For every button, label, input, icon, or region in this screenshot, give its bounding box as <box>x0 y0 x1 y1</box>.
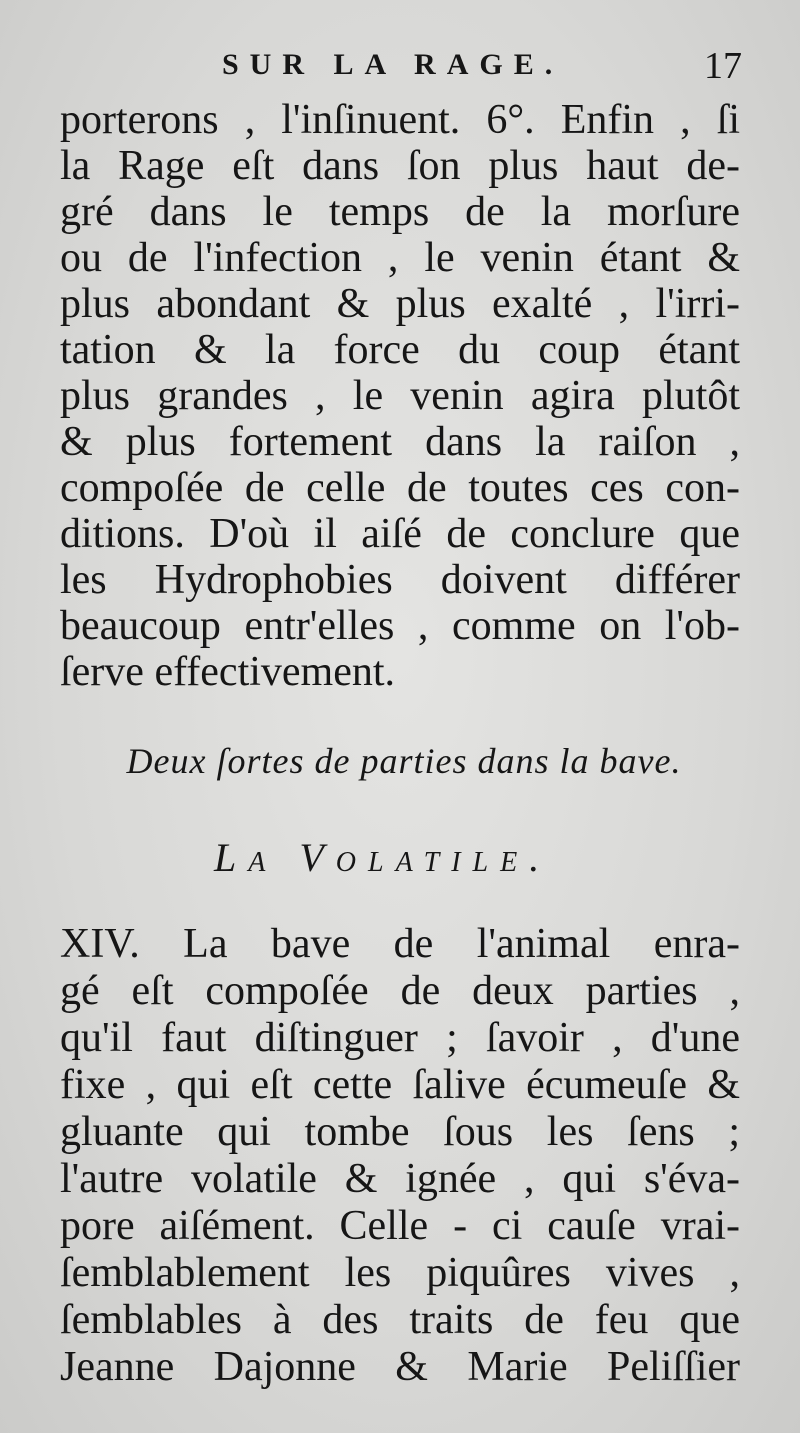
text-line: pore aiſément. Celle - ci cauſe vrai- <box>60 1203 740 1249</box>
section-heading: La Volatile. <box>214 835 552 880</box>
text-line: ſemblablement les piquûres vives , <box>60 1250 740 1296</box>
text-line: tation & la force du coup étant <box>60 327 740 373</box>
running-head <box>0 45 800 90</box>
text-line: qu'il faut diſtinguer ; ſavoir , d'une <box>60 1015 740 1061</box>
text-line: ſemblables à des traits de feu que <box>60 1297 740 1343</box>
text-line: plus abondant & plus exalté , l'irri- <box>60 281 740 327</box>
text-line: gré dans le temps de la morſure <box>60 189 740 235</box>
text-line: les Hydrophobies doivent différer <box>60 557 740 603</box>
text-line: gluante qui tombe ſous les ſens ; <box>60 1109 740 1155</box>
text-line: ſerve effectivement. <box>60 649 396 695</box>
text-line: beaucoup entr'elles , comme on l'ob- <box>60 603 740 649</box>
text-line: Jeanne Dajonne & Marie Peliſſier <box>60 1344 740 1390</box>
page-number: 17 <box>704 45 742 87</box>
text-line: ditions. D'où il aiſé de conclure que <box>60 511 740 557</box>
text-line: porterons , l'inſinuent. 6°. Enfin , ſi <box>60 97 740 143</box>
text-line: gé eſt compoſée de deux parties , <box>60 968 740 1014</box>
running-title: SUR LA RAGE. <box>222 48 564 81</box>
text-line: fixe , qui eſt cette ſalive écumeuſe & <box>60 1062 740 1108</box>
text-line: ou de l'infection , le venin étant & <box>60 235 740 281</box>
text-line: plus grandes , le venin agira plutôt <box>60 373 740 419</box>
text-line: compoſée de celle de toutes ces con- <box>60 465 740 511</box>
section-subtitle: Deux ſortes de parties dans la bave. <box>126 741 682 781</box>
text-line: & plus fortement dans la raiſon , <box>60 419 740 465</box>
text-line: XIV. La bave de l'animal enra- <box>60 921 740 967</box>
text-line: l'autre volatile & ignée , qui s'éva- <box>60 1156 740 1202</box>
text-line: la Rage eſt dans ſon plus haut de- <box>60 143 740 189</box>
